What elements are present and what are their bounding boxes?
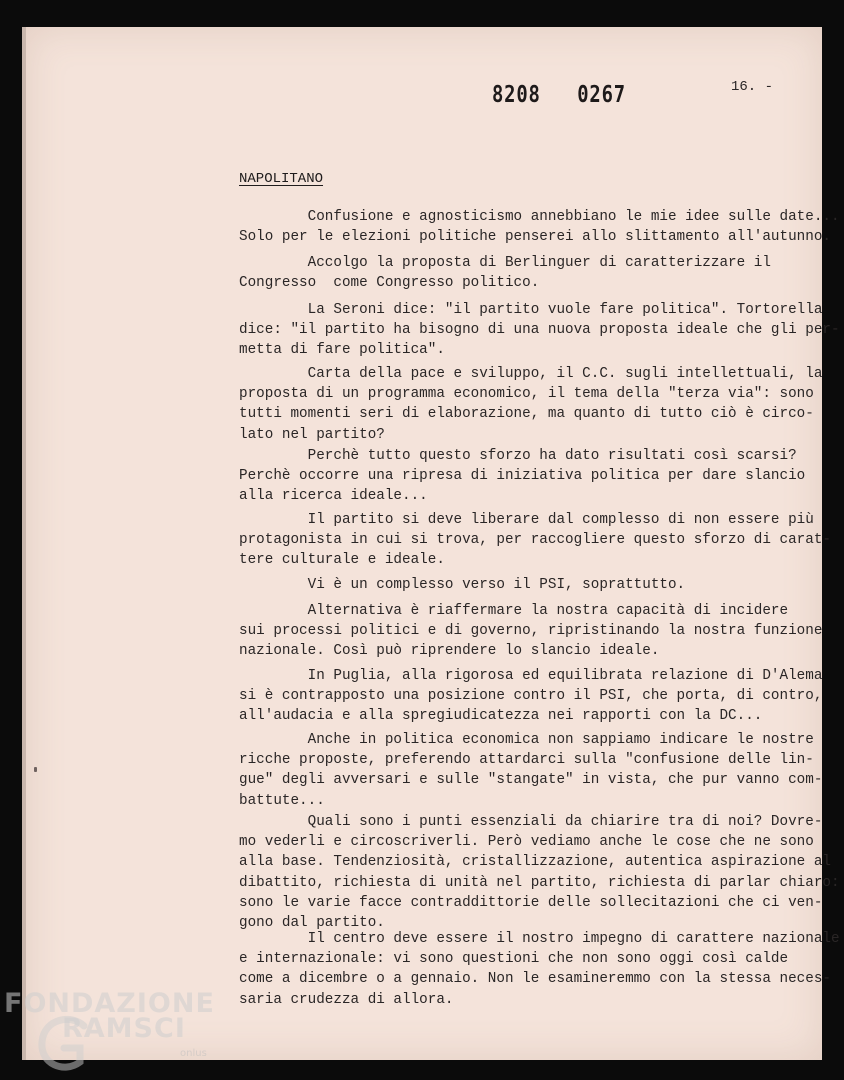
paragraph-3: La Seroni dice: "il partito vuole fare politica". Tortorella dice: "il partito ha bisogno di una nuova proposta ideale che gli per- metta di fare politica". — [239, 302, 840, 359]
paragraph-7: Vi è un complesso verso il PSI, soprattutto. — [239, 577, 686, 593]
watermark-line-1: FONDAZIONE — [4, 988, 215, 1019]
paragraph-12: Il centro deve essere il nostro impegno di carattere nazionale e internazionale: vi sono questioni che non sono oggi così calde come a dicembre o a gennaio. Non le esamineremmo con la stessa neces- saria crudezza di allora. — [239, 931, 840, 1008]
paragraph-9: In Puglia, alla rigorosa ed equilibrata relazione di D'Alema si è contrapposto una posizione contro il PSI, che porta, di contro, all'audacia e alla spregiudicatezza nei rapporti con la DC... — [239, 668, 823, 725]
paragraph-11: Quali sono i punti essenziali da chiarire tra di noi? Dovre- mo vederli e circoscriverli. Però vediamo anche le cose che ne sono alla base. Tendenziosità, cristallizzazione, autentica aspirazione al dibattito, richiesta di unità nel partito, richiesta di parlar chiaro: sono le varie facce contraddittorie delle sollecitazioni che ci ven- gono dal partito. — [239, 814, 840, 932]
paragraph-6: Il partito si deve liberare dal complesso di non essere più protagonista in cui si trova, per raccogliere questo sforzo di carat- tere culturale e ideale. — [239, 512, 831, 569]
fondazione-gramsci-watermark — [4, 988, 214, 1078]
paragraph-2: Accolgo la proposta di Berlinguer di caratterizzare il Congresso come Congresso politico. — [239, 255, 771, 292]
paragraph-4: Carta della pace e sviluppo, il C.C. sugli intellettuali, la proposta di un programma economico, il tema della "terza via": sono tutti momenti seri di elaborazione, ma quanto di tutto ciò è circo- lato nel partito? — [239, 366, 823, 443]
speaker-heading: NAPOLITANO — [239, 171, 324, 187]
paragraph-10: Anche in politica economica non sappiamo indicare le nostre ricche proposte, preferendo attardarci sulla "confusione delle lin- gue" degli avversari e sulle "stangate" in vista, che pur vanno com- battute... — [239, 732, 823, 809]
watermark-line-2: RAMSCI — [62, 1013, 186, 1044]
margin-ink-mark — [34, 767, 37, 772]
paragraph-1: Confusione e agnosticismo annebbiano le mie idee sulle date... Solo per le elezioni politiche penserei allo slittamento all'autunno. — [239, 209, 840, 246]
paragraph-5: Perchè tutto questo sforzo ha dato risultati così scarsi? Perchè occorre una ripresa di iniziativa politica per dare slancio alla ricerca ideale... — [239, 448, 806, 505]
watermark-subtitle: onlus — [180, 1048, 207, 1059]
page-number: 16. - — [731, 79, 774, 95]
archive-stamp-number: 8208 0267 — [492, 82, 626, 108]
paragraph-8: Alternativa è riaffermare la nostra capacità di incidere sui processi politici e di governo, ripristinando la nostra funzione nazionale. Così può riprendere lo slancio ideale. — [239, 603, 823, 660]
